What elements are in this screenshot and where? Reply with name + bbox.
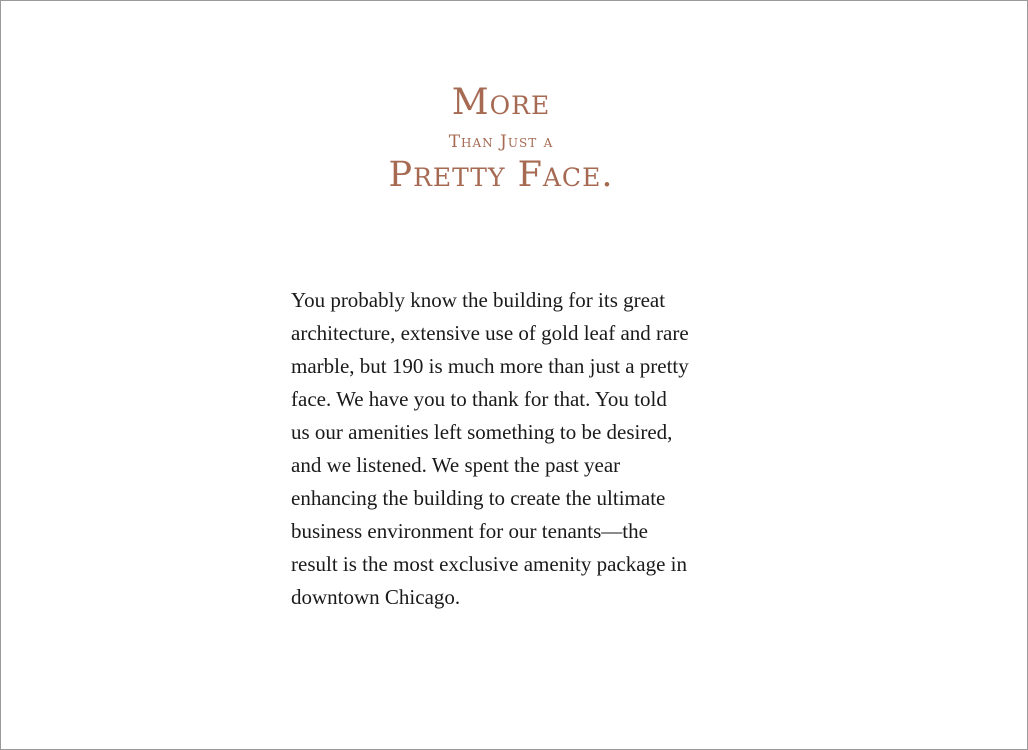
body-line: us our amenities left something to be desired, [291,420,673,444]
body-line: face. We have you to thank for that. You told [291,387,667,411]
body-line: architecture, extensive use of gold leaf and rare [291,321,689,345]
body-line: business environment for our tenants—the [291,519,648,543]
body-paragraph [291,284,731,614]
body-line: marble, but 190 is much more than just a pretty [291,354,689,378]
body-line: result is the most exclusive amenity package in [291,552,687,576]
heading-than-just-a: Than Just a [448,132,554,152]
body-line: downtown Chicago. [291,585,461,609]
body-line: and we listened. We spent the past year [291,453,621,477]
heading-more: More [451,82,551,123]
body-line: You probably know the building for its great [291,288,666,312]
heading-pretty-face: Pretty Face. [388,155,614,195]
body-line: enhancing the building to create the ultimate [291,486,666,510]
